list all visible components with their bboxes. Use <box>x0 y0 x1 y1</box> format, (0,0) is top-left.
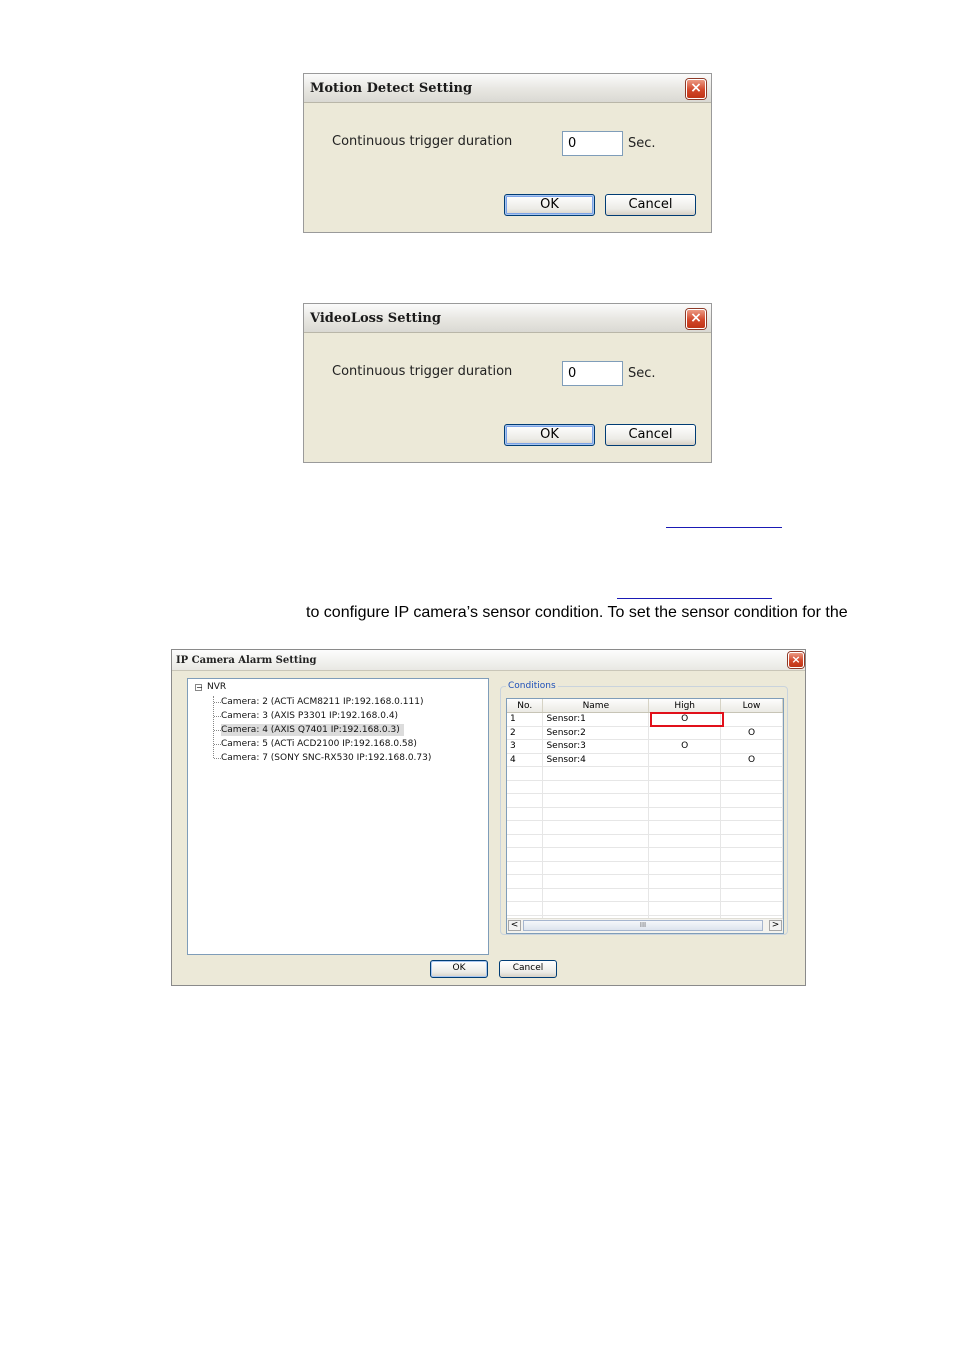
motion-detect-titlebar <box>304 74 711 103</box>
ok-button[interactable]: OK <box>430 960 488 978</box>
close-icon[interactable]: × <box>686 79 706 99</box>
column-header-low[interactable]: Low <box>721 699 783 713</box>
column-header-no[interactable]: No. <box>507 699 543 713</box>
empty-row <box>507 861 783 875</box>
link-underline[interactable] <box>617 598 772 599</box>
cell-no: 4 <box>507 753 543 767</box>
conditions-table <box>507 699 783 929</box>
motion-detect-dialog <box>303 73 712 233</box>
table-row[interactable] <box>507 713 783 727</box>
ok-button[interactable]: OK <box>504 194 595 216</box>
close-icon[interactable]: × <box>788 652 804 668</box>
cell-low[interactable] <box>721 713 783 727</box>
cell-name: Sensor:1 <box>543 713 649 727</box>
empty-row <box>507 794 783 808</box>
tree-root-nvr[interactable]: NVR <box>207 682 227 692</box>
cell-no: 2 <box>507 726 543 740</box>
empty-row <box>507 780 783 794</box>
cancel-button[interactable]: Cancel <box>605 424 696 446</box>
tree-item-camera-2[interactable]: Camera: 2 (ACTi ACM8211 IP:192.168.0.111) <box>221 697 424 707</box>
cell-high[interactable] <box>649 753 721 767</box>
tree-line <box>214 744 221 745</box>
horizontal-scrollbar[interactable] <box>507 918 783 933</box>
conditions-legend: Conditions <box>508 681 556 691</box>
highlight-box <box>650 712 724 727</box>
conditions-grid[interactable] <box>506 698 784 934</box>
trigger-duration-input[interactable]: 0 <box>562 131 623 156</box>
tree-item-camera-7[interactable]: Camera: 7 (SONY SNC-RX530 IP:192.168.0.73) <box>221 753 432 763</box>
ip-camera-alarm-dialog <box>171 649 806 986</box>
trigger-duration-input[interactable]: 0 <box>562 361 623 386</box>
table-header-row <box>507 699 783 713</box>
dialog-title: VideoLoss Setting <box>310 311 441 326</box>
empty-row <box>507 848 783 862</box>
ok-button[interactable]: OK <box>504 424 595 446</box>
collapse-icon[interactable]: − <box>196 683 203 692</box>
cell-low[interactable] <box>721 740 783 754</box>
unit-label: Sec. <box>628 136 656 151</box>
trigger-duration-label: Continuous trigger duration <box>332 134 513 149</box>
unit-label: Sec. <box>628 366 656 381</box>
table-row[interactable] <box>507 740 783 754</box>
body-text: to configure IP camera’s sensor condition. To set the sensor condition for the <box>306 604 848 621</box>
empty-row <box>507 875 783 889</box>
scroll-left-icon[interactable]: < <box>508 920 521 931</box>
tree-line <box>214 702 221 703</box>
camera-tree[interactable] <box>187 678 489 955</box>
table-row[interactable] <box>507 726 783 740</box>
column-header-high[interactable]: High <box>649 699 721 713</box>
empty-row <box>507 807 783 821</box>
column-header-name[interactable]: Name <box>543 699 649 713</box>
cell-name: Sensor:4 <box>543 753 649 767</box>
cell-low[interactable]: O <box>721 726 783 740</box>
tree-line <box>214 716 221 717</box>
link-underline[interactable] <box>666 527 782 528</box>
cell-high[interactable]: O <box>649 713 721 727</box>
cell-high[interactable]: O <box>649 740 721 754</box>
empty-row <box>507 767 783 781</box>
trigger-duration-label: Continuous trigger duration <box>332 364 513 379</box>
close-icon[interactable]: × <box>686 309 706 329</box>
scroll-thumb[interactable]: III <box>523 920 763 931</box>
cell-high[interactable] <box>649 726 721 740</box>
cancel-button[interactable]: Cancel <box>499 960 557 978</box>
empty-row <box>507 821 783 835</box>
videoloss-titlebar <box>304 304 711 333</box>
alarm-titlebar <box>172 650 805 671</box>
tree-item-camera-3[interactable]: Camera: 3 (AXIS P3301 IP:192.168.0.4) <box>221 711 399 721</box>
cell-name: Sensor:3 <box>543 740 649 754</box>
cell-low[interactable]: O <box>721 753 783 767</box>
cell-no: 3 <box>507 740 543 754</box>
tree-item-camera-4[interactable]: Camera: 4 (AXIS Q7401 IP:192.168.0.3) <box>221 724 404 736</box>
scroll-right-icon[interactable]: > <box>769 920 782 931</box>
cell-no: 1 <box>507 713 543 727</box>
dialog-title: IP Camera Alarm Setting <box>176 655 317 666</box>
empty-row <box>507 834 783 848</box>
empty-row <box>507 888 783 902</box>
cancel-button[interactable]: Cancel <box>605 194 696 216</box>
videoloss-dialog <box>303 303 712 463</box>
table-row[interactable] <box>507 753 783 767</box>
tree-line <box>213 696 214 758</box>
cell-name: Sensor:2 <box>543 726 649 740</box>
tree-line <box>214 730 221 731</box>
dialog-title: Motion Detect Setting <box>310 81 473 96</box>
tree-line <box>214 758 221 759</box>
empty-row <box>507 902 783 916</box>
tree-item-camera-5[interactable]: Camera: 5 (ACTi ACD2100 IP:192.168.0.58) <box>221 739 417 749</box>
